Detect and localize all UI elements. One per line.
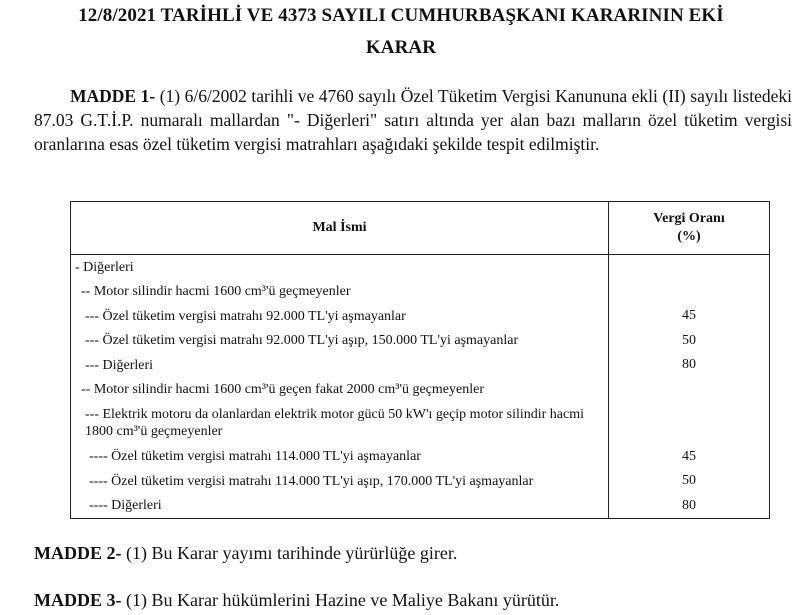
row-rate bbox=[609, 402, 770, 445]
row-name: ---- Özel tüketim vergisi matrahı 114.000 TL'yi aşıp, 170.000 TL'yi aşmayanlar bbox=[71, 469, 609, 493]
table-header-row bbox=[71, 202, 770, 255]
madde-2-text: (1) Bu Karar yayımı tarihinde yürürlüğe girer. bbox=[121, 543, 458, 563]
madde-2-label: MADDE 2- bbox=[34, 543, 122, 563]
row-rate bbox=[609, 255, 770, 280]
row-rate bbox=[609, 279, 770, 303]
table-row bbox=[71, 377, 770, 401]
madde-2-paragraph bbox=[34, 541, 792, 565]
madde-1-text: (1) 6/6/2002 tarihli ve 4760 sayılı Özel Tüketim Vergisi Kanununa ekli (II) sayılı listedeki 87.03 G.T.İ.P. numaralı mallardan "- Diğerleri" satırı altında yer alan bazı malların özel tüketim vergisi oranlarına esas özel tüketim vergisi matrahları aşağıdaki şekilde tespit edilmiştir. bbox=[34, 86, 792, 154]
row-name: -- Motor silindir hacmi 1600 cm³'ü geçmeyenler bbox=[71, 279, 609, 303]
madde-3-label: MADDE 3- bbox=[34, 590, 122, 610]
header-rate-line2: (%) bbox=[677, 229, 701, 244]
row-name: -- Motor silindir hacmi 1600 cm³'ü geçen fakat 2000 cm³'ü geçmeyenler bbox=[71, 377, 609, 401]
table-row bbox=[71, 304, 770, 328]
madde-1-label: MADDE 1- bbox=[70, 86, 156, 106]
tax-rate-table bbox=[70, 201, 770, 519]
row-name: --- Elektrik motoru da olanlardan elektrik motor gücü 50 kW'ı geçip motor silindir hacmi 1800 cm³'ü geçmeyenler bbox=[71, 402, 609, 445]
header-vergi-orani bbox=[609, 202, 770, 255]
table-row bbox=[71, 445, 770, 469]
table-row bbox=[71, 353, 770, 377]
madde-1-paragraph bbox=[34, 84, 792, 156]
row-rate: 50 bbox=[682, 473, 696, 489]
row-rate: 50 bbox=[682, 332, 696, 348]
table-row bbox=[71, 493, 770, 518]
madde-3-paragraph bbox=[34, 588, 792, 612]
table-row bbox=[71, 255, 770, 280]
row-rate: 45 bbox=[682, 308, 696, 324]
row-name: ---- Özel tüketim vergisi matrahı 114.000 TL'yi aşmayanlar bbox=[71, 445, 609, 469]
row-rate bbox=[609, 377, 770, 401]
row-name: ---- Diğerleri bbox=[71, 493, 609, 518]
row-rate: 45 bbox=[682, 448, 696, 464]
row-rate: 80 bbox=[682, 497, 696, 513]
table-row bbox=[71, 279, 770, 303]
header-rate-line1: Vergi Oranı bbox=[653, 211, 725, 226]
table-row bbox=[71, 469, 770, 493]
row-name: --- Diğerleri bbox=[71, 353, 609, 377]
madde-3-text: (1) Bu Karar hükümlerini Hazine ve Maliye Bakanı yürütür. bbox=[121, 590, 560, 610]
table-row bbox=[71, 328, 770, 352]
row-rate: 80 bbox=[682, 357, 696, 373]
document-title-line1: 12/8/2021 TARİHLİ VE 4373 SAYILI CUMHURBAŞKANI KARARININ EKİ bbox=[78, 5, 724, 26]
header-mal-ismi: Mal İsmi bbox=[71, 202, 609, 255]
row-name: - Diğerleri bbox=[71, 255, 609, 280]
table-row bbox=[71, 402, 770, 445]
document-title-line2: KARAR bbox=[365, 37, 437, 58]
row-name: --- Özel tüketim vergisi matrahı 92.000 TL'yi aşıp, 150.000 TL'yi aşmayanlar bbox=[71, 328, 609, 352]
row-name: --- Özel tüketim vergisi matrahı 92.000 TL'yi aşmayanlar bbox=[71, 304, 609, 328]
